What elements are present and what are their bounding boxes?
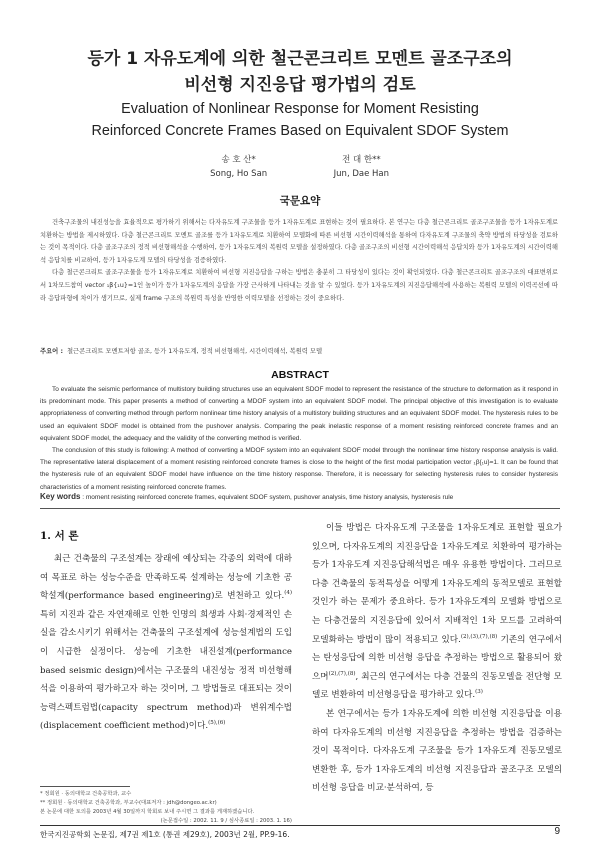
author-1 (179, 153, 299, 181)
body-text: , 최근의 연구에서는 다층 건물의 진동모델을 전단형 모델로 변환하여 비선형응답을 평가하고 있다. (312, 671, 562, 701)
keywords-label: Key words (40, 492, 81, 501)
english-title-line: Reinforced Concrete Frames Based on Equivalent SDOF System (91, 122, 509, 139)
author-block (150, 153, 450, 181)
citation-ref: (2),(3),(7),(8) (460, 633, 498, 640)
korean-title-line: 등가 1 자유도계에 의한 철근콘크리트 모멘트 골조구조의 (87, 49, 513, 69)
body-text: 기존의 연구에서는 탄성응답에 의한 비선형 응답을 추정하는 방법으로 활용되어 왔으며 (312, 634, 562, 682)
footnotes (40, 790, 292, 826)
abstract-paragraph: 건축구조물의 내진성능을 효율적으로 평가하기 위해서는 다자유도계 구조물을 등가 1자유도계로 표현하는 것이 필요하다. 본 연구는 다층 철근콘크리트 골조구조물을 등가 1자유도계로 치환하는 방법을 제시하였다. 다층 철근콘크리트 모멘트 골조를 등가 1자유도계로 치환하여 모델화에 따른 비선형 시간이력해석을 통하여 다자유도계 구조물의 축약 방법의 타당성을 검토하는 것이 목적이다. 다층 골조구조의 정적 비선형해석을 수행하여, 등가 1자유도계의 복원력 모델을 설정하였다. 다층 골조구조의 비선형 시간이력해석 응답치와 등가 1자유도계의 시간이력해석 응답치를 비교하여, 등가 1자유도계 모델의 타당성을 검증하였다. (40, 219, 558, 264)
body-text: 이들 방법은 다자유도계 구조물을 1자유도계로 표현할 필요가 있으며, 다자유도계의 지진응답을 1자유도계로 치환하여 평가하는 등가 1자유도계 지진응답해석법은 매우 유용한 방법이다. 그러므로 다층 건축물의 동적특성을 어떻게 1자유도계의 동적모델로 표현할 것인가 하는 문제가 중요하다. 등가 1자유도계의 모델화 방법으로는 다층건물의 지진응답에 있어서 지배적인 1차 모드를 고려하여 모델화하는 방법이 많이 적용되고 있다. (312, 523, 562, 645)
english-abstract-body (40, 384, 558, 494)
author-name-english: Jun, Dae Han (333, 169, 390, 179)
body-text: 특히 지진과 같은 자연재해로 인한 인명의 희생과 사회·경제적인 손실을 감소시키기 위해서는 건축물의 구조설계에 성능설계법의 도입이 시급한 실정이다. 성능에 기초한 내진설계(performance based seismic design)에서는 구조물의 내진성능 정적 비선형해석을 이용하여 평가하고자 하는 것이며, 그 방법들로 대표되는 것이 능력스펙트럼법(capacity spectrum method)과 변위계수법(displacement coefficient method)이다. (40, 609, 292, 732)
body-column-right (312, 519, 562, 798)
korean-title-line: 비선형 지진응답 평가법의 검토 (184, 75, 416, 95)
keywords-text: : moment resisting reinforced concrete frames, equivalent SDOF system, pushover analysis, time history analysis, hysteresis rule (82, 494, 454, 501)
keywords-label: 주요어 : (40, 348, 63, 355)
footnote: 본 논문에 대한 토의를 2003년 4월 30일까지 학회로 보내 주시면 그 결과를 게재하겠습니다. (40, 809, 255, 815)
abstract-paragraph: To evaluate the seismic performance of multistory building structures use an equivalent SDOF model to represent the resistance of the structure to deformation as it respond in its predominant mode. This paper presents a method of converting a MDOF system into an equivalent SDOF model. The principal objective of this investigation is to evaluate appropriateness of converting method through perform nonlinear time history analysis of a multistory building structures and an equivalent SDOF model. The hysteresis rules to be used an equivalent SDOF model is obtained from the pushover analysis. Comparing the peak inelastic response of a moment resisting reinforced concrete frames and an equivalent SDOF model, the adequacy and the validity of the converting method is verified. (40, 386, 558, 442)
body-text: 최근 건축물의 구조설계는 장래에 예상되는 각종의 외력에 대하여 목표로 하는 성능수준을 만족하도록 설계하는 성능에 기초한 공학설계(performance based engineering)로 변천하고 있다. (40, 554, 292, 602)
body-column-left (40, 550, 292, 736)
author-name-korean: 송 호 산* (221, 155, 256, 165)
citation-ref: (4) (284, 590, 292, 597)
section-divider (40, 508, 560, 509)
footnote: ** 정회원 · 동의대학교 건축공학과, 부교수(대표저자 : jdh@dongeo.ac.kr) (40, 800, 217, 806)
footnote: * 정회원 · 동의대학교 건축공학과, 교수 (40, 791, 132, 797)
citation-ref: (3) (475, 689, 483, 696)
abstract-paragraph: The conclusion of this study is following: A method of converting a MDOF system into an equivalent SDOF model through the nonlinear time history response analysis is valid. The representative lateral displacement of a moment resisting reinforced concrete frames is close to the height of the first modal participation vector ₁β{₁u}=1. It can be found that the hysteresis rule of an equivalent SDOF model have influence on the time history response. Therefore, it is necessary for selecting hysteresis rules to consider hysteresis characteristics of a moment resisting reinforced concrete frames. (40, 447, 558, 491)
body-paragraph (312, 519, 562, 705)
intro-heading: 1. 서 론 (40, 530, 79, 542)
body-paragraph (312, 705, 562, 798)
citation-ref: (2),(7),(8) (328, 670, 356, 677)
korean-keywords (40, 346, 560, 355)
english-keywords (40, 492, 560, 501)
english-title (50, 98, 549, 142)
keywords-text: 철근콘크리트 모멘트저항 골조, 등가 1자유도계, 정적 비선형해석, 시간이력해석, 복원력 모델 (66, 348, 323, 355)
footnote-rule (40, 786, 130, 787)
author-name-korean: 전 대 한** (342, 155, 381, 165)
korean-abstract-body (40, 217, 558, 305)
korean-title (40, 46, 560, 98)
body-paragraph (40, 550, 292, 736)
author-name-english: Song, Ho San (210, 169, 268, 179)
footnote: (논문접수일 : 2002. 11. 9 / 심사종료일 : 2003. 1. 16) (160, 818, 292, 824)
english-title-line: Evaluation of Nonlinear Response for Moment Resisting (121, 100, 479, 117)
citation-ref: (5),(6) (208, 720, 226, 727)
body-text: 본 연구에서는 등가 1자유도계에 의한 비선형 지진응답을 이용하여 다자유도계의 비선형 지진응답을 추정하는 방법을 검증하는 것이 목적이다. 다자유도계 구조물을 등가 1자유도계 진동모델로 변환한 후, 등가 1자유도계의 비선형 지진응답과 골조구조 모델의 비선형 응답을 비교·분석하여, 등 (312, 708, 562, 794)
journal-citation: 한국지진공학회 논문집, 제7권 제1호 (통권 제29호), 2003년 2월, PP.9-16. (40, 830, 290, 839)
english-abstract-heading: ABSTRACT (271, 369, 329, 381)
page-number: 9 (554, 826, 560, 837)
korean-abstract-heading: 국문요약 (279, 195, 321, 207)
author-2 (301, 153, 421, 181)
abstract-paragraph: 다층 철근콘크리트 골조구조물을 등가 1자유도계로 치환하여 비선형 지진응답을 구하는 방법은 충분히 그 타당성이 있다는 것이 확인되었다. 다층 철근콘크리트 골조구조의 대표변위로서 1차모드참여 vector ₁β{₁u}=1인 높이가 등가 1자유도계의 응답을 가장 근사하게 나타내는 것을 알 수 있었다. 등가 1자유도계의 지진응답해석에 사용하는 복원력 모델의 이력곡선에 따라 응답파형에 차이가 생기므로, 실제 frame 구조의 복원력 특성을 반영한 이력모델을 선정하는 것이 중요하다. (40, 269, 558, 302)
footer-rule (40, 825, 560, 826)
